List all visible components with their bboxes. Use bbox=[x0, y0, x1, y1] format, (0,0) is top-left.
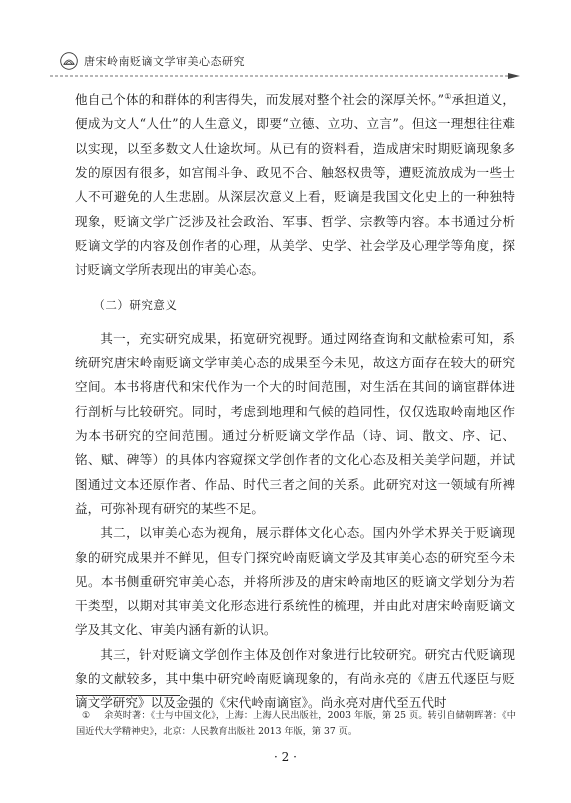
footnote-reference[interactable]: ① bbox=[444, 92, 452, 101]
footnote-text: 余英时著：《士与中国文化》，上海：上海人民出版社，2003 年版，第 25 页。转引自储朝晖著：《中国近代大学精神史》，北京：人民教育出版社 2013 年版，第 37 页。 bbox=[76, 710, 516, 737]
paragraph-3: 其二，以审美心态为视角，展示群体文化心态。国内外学术界关于贬谪现象的研究成果并不鲜见，但专门探究岭南贬谪文学及其审美心态的研究至今未见。本书侧重研究审美心态，并将所涉及的唐宋岭南地区的贬谪文学划分为若干类型，以期对其审美文化形态进行系统性的梳理，并由此对唐宋岭南贬谪文学及其文化、审美内涵有新的认识。 bbox=[75, 525, 515, 638]
paragraph-1 bbox=[75, 85, 515, 283]
body-text bbox=[75, 85, 515, 716]
page-number: · 2 · bbox=[274, 750, 297, 764]
footnote bbox=[76, 708, 516, 739]
lotus-emblem-icon bbox=[60, 52, 78, 70]
running-header bbox=[50, 52, 520, 74]
paragraph-2: 其一，充实研究成果，拓宽研究视野。通过网络查询和文献检索可知，系统研究唐宋岭南贬谪文学审美心态的成果至今未见，故这方面存在较大的研究空间。本书将唐代和宋代作为一个大的时间范围，对生活在其间的谪宦群体进行剖析与比较研究。同时，考虑到地理和气候的趋同性，仅仅选取岭南地区作为本书研究的空间范围。通过分析贬谪文学作品（诗、词、散文、序、记、铭、赋、碑等）的具体内容窥探文学创作者的文化心态及相关美学问题，并试图通过文本还原作者、作品、时代三者之间的关系。此研究对这一领域有所裨益，可弥补现有研究的某些不足。 bbox=[75, 330, 515, 516]
footnote-divider bbox=[76, 695, 180, 696]
paragraph-1-continued: 承担道义，便成为文人“人仕”的人生意义，即要“立德、立功、立言”。但这一理想往往难以实现，以至多数文人仕途坎坷。从已有的资料看，造成唐宋时期贬谪现象多发的原因有很多，如宫闱斗争、政见不合、触怒权贵等，遭贬流放成为一些士人不可避免的人生悲剧。从深层次意义上看，贬谪是我国文化史上的一种独特现象，贬谪文学广泛涉及社会政治、军事、哲学、宗教等内容。本书通过分析贬谪文学的内容及创作者的心理，从美学、史学、社会学及心理学等角度，探讨贬谪文学所表现出的审美心态。 bbox=[75, 92, 516, 278]
footnote-number: ① bbox=[82, 710, 91, 721]
header-title: 唐宋岭南贬谪文学审美心态研究 bbox=[84, 55, 245, 68]
section-heading: （二）研究意义 bbox=[93, 297, 178, 312]
header-rule bbox=[50, 73, 520, 79]
paragraph-4: 其三，针对贬谪文学创作主体及创作对象进行比较研究。研究古代贬谪现象的文献较多，其中集中研究岭南贬谪现象的，有尚永亮的《唐五代逐臣与贬谪文学研究》以及金强的《宋代岭南谪宦》。尚永亮对唐代至五代时 bbox=[75, 646, 515, 711]
paragraph-1-text: 他自己个体的和群体的利害得失，而发展对整个社会的深厚关怀。” bbox=[75, 92, 445, 108]
